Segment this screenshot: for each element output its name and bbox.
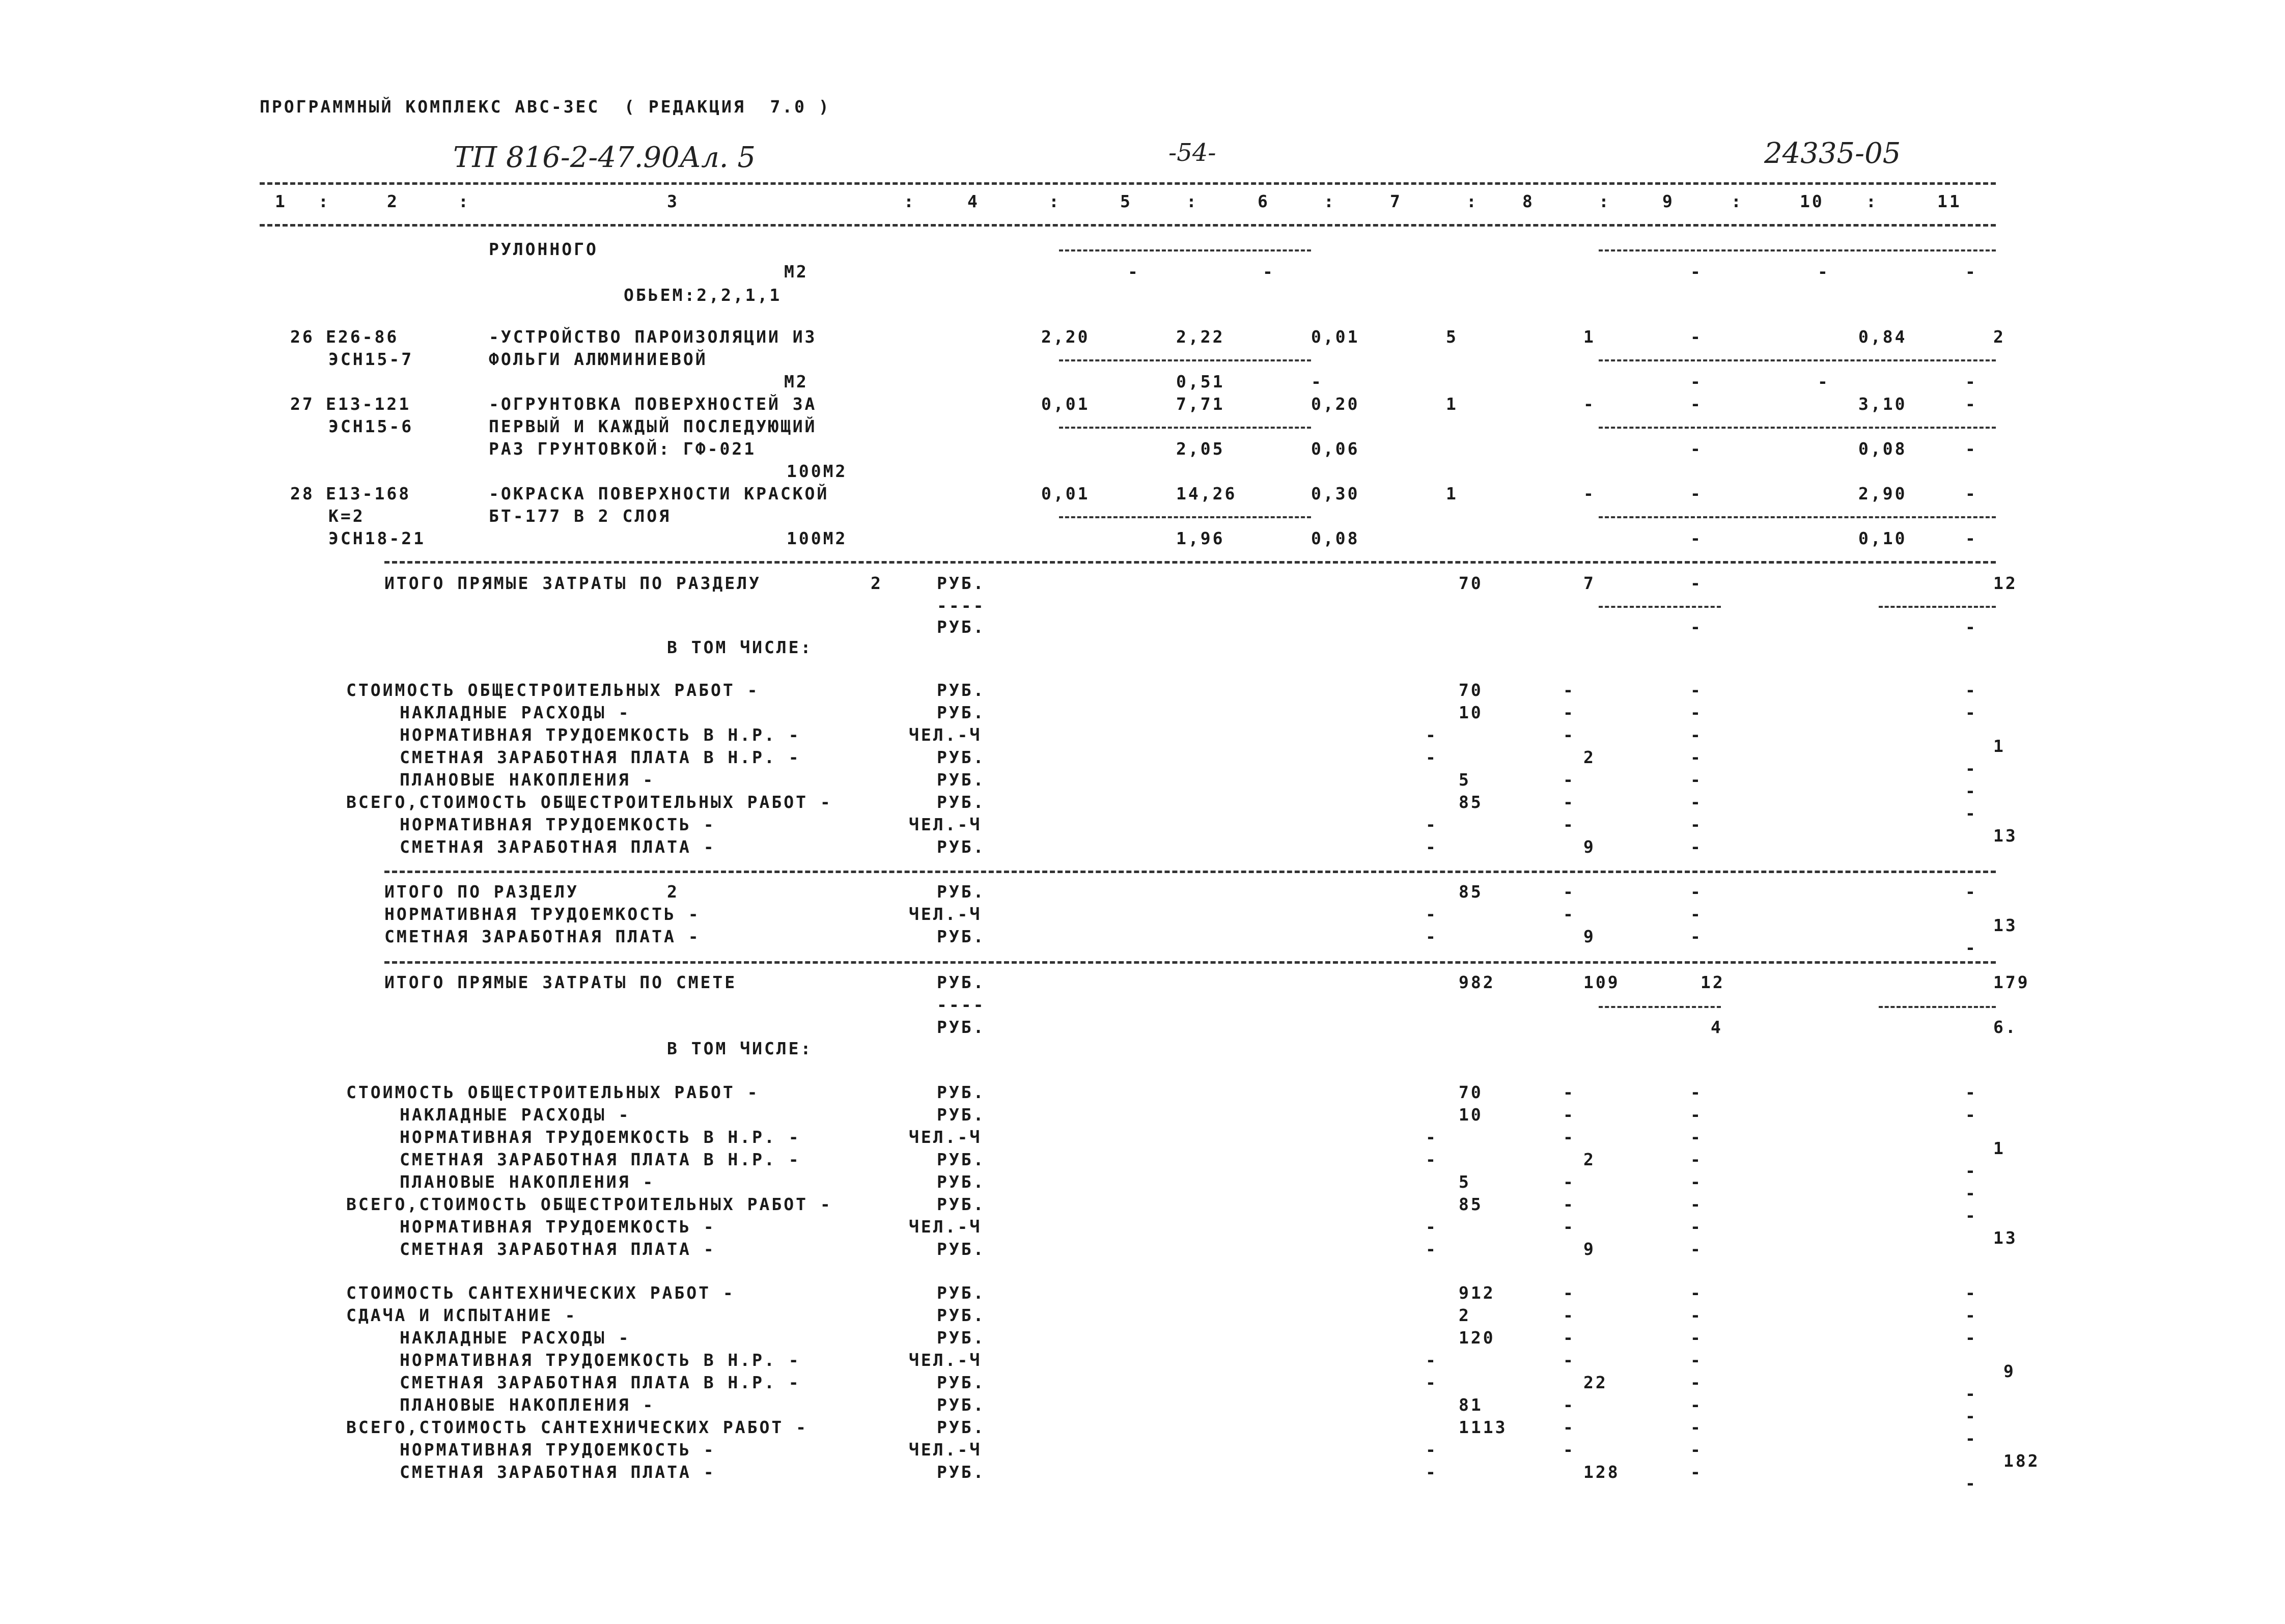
table-cell: - xyxy=(1426,815,1438,834)
text-line: СМЕТНАЯ ЗАРАБОТНАЯ ПЛАТА - xyxy=(400,1462,716,1482)
text-line: ПЕРВЫЙ И КАЖДЫЙ ПОСЛЕДУЮЩИЙ xyxy=(489,416,817,436)
table-cell: - xyxy=(1965,1473,1977,1493)
text-line: ЧЕЛ.-Ч xyxy=(909,1440,982,1460)
table-cell: - xyxy=(1965,680,1977,700)
table-cell: - xyxy=(1965,617,1977,637)
table-cell: 1113 xyxy=(1459,1417,1508,1437)
column-header-3: 3 xyxy=(667,191,679,211)
table-cell: - xyxy=(1426,1150,1438,1169)
table-cell: 5 xyxy=(1459,1172,1471,1192)
cell-rule xyxy=(1059,249,1311,251)
text-line: РУБ. xyxy=(937,770,986,790)
text-line: РАЗ ГРУНТОВКОЙ: ГФ-021 xyxy=(489,439,757,459)
table-cell: - xyxy=(1563,1105,1575,1125)
text-line: 100М2 xyxy=(787,461,848,481)
cell-rule xyxy=(1879,1006,1996,1008)
text-line: ---- xyxy=(937,596,986,615)
section-rule xyxy=(384,961,1996,964)
text-line: РУБ. xyxy=(937,573,986,593)
table-cell: - xyxy=(1690,1395,1703,1415)
table-cell: 2,90 xyxy=(1858,484,1907,503)
cell-rule xyxy=(1059,516,1311,518)
table-cell: 0,08 xyxy=(1858,439,1907,459)
table-cell: 9 xyxy=(1583,1239,1596,1259)
text-line: БТ-177 В 2 СЛОЯ xyxy=(489,506,672,526)
reference-number: 24335-05 xyxy=(1764,137,1901,170)
table-cell: 13 xyxy=(1993,826,2018,846)
table-cell: 5 xyxy=(1459,770,1471,790)
table-cell: - xyxy=(1965,1406,1977,1426)
column-separator: : xyxy=(1866,191,1878,211)
table-cell: 2 xyxy=(1583,1150,1596,1169)
text-line: РУБ. xyxy=(937,972,986,992)
text-line: ЧЕЛ.-Ч xyxy=(909,1217,982,1237)
table-cell: 9 xyxy=(1583,837,1596,857)
text-line: ЧЕЛ.-Ч xyxy=(909,1127,982,1147)
table-cell: - xyxy=(1263,262,1275,282)
table-cell: 0,01 xyxy=(1041,484,1090,503)
text-line: РУБ. xyxy=(937,680,986,700)
column-separator: : xyxy=(1186,191,1199,211)
table-cell: - xyxy=(1563,725,1575,745)
column-separator: : xyxy=(318,191,330,211)
text-line: РУБ. xyxy=(937,617,986,637)
cell-rule xyxy=(1059,427,1311,429)
table-cell: 1 xyxy=(1993,1138,2005,1158)
text-line: НОРМАТИВНАЯ ТРУДОЕМКОСТЬ В Н.Р. - xyxy=(400,1350,801,1370)
table-cell: - xyxy=(1690,262,1703,282)
cell-rule xyxy=(1599,1006,1721,1008)
table-cell: 2 xyxy=(1993,327,2005,347)
table-cell: - xyxy=(1563,1217,1575,1237)
table-cell: 12 xyxy=(1701,972,1725,992)
table-cell: 5 xyxy=(1446,327,1458,347)
text-line: 2 xyxy=(667,882,679,902)
table-cell: - xyxy=(1965,882,1977,902)
text-line: СМЕТНАЯ ЗАРАБОТНАЯ ПЛАТА В Н.Р. - xyxy=(400,747,801,767)
text-line: Е13-168 xyxy=(326,484,411,503)
text-line: СМЕТНАЯ ЗАРАБОТНАЯ ПЛАТА В Н.Р. - xyxy=(400,1373,801,1392)
column-header-8: 8 xyxy=(1522,191,1535,211)
table-cell: - xyxy=(1965,372,1977,391)
table-cell: 7,71 xyxy=(1176,394,1225,414)
table-cell: 182 xyxy=(2003,1451,2040,1471)
column-header-11: 11 xyxy=(1937,191,1962,211)
table-cell: - xyxy=(1965,1206,1977,1225)
table-cell: - xyxy=(1690,837,1703,857)
table-cell: 0,20 xyxy=(1311,394,1360,414)
text-line: РУБ. xyxy=(937,837,986,857)
table-cell: - xyxy=(1128,262,1140,282)
table-cell: - xyxy=(1563,1350,1575,1370)
text-line: РУБ. xyxy=(937,1417,986,1437)
table-cell: 0,06 xyxy=(1311,439,1360,459)
table-cell: 10 xyxy=(1459,1105,1483,1125)
table-cell: - xyxy=(1965,1384,1977,1404)
section-rule xyxy=(384,561,1996,564)
text-line: 27 xyxy=(290,394,315,414)
text-line: ВСЕГО,СТОИМОСТЬ ОБЩЕСТРОИТЕЛЬНЫХ РАБОТ - xyxy=(346,1194,832,1214)
table-cell: - xyxy=(1965,938,1977,958)
table-cell: 982 xyxy=(1459,972,1495,992)
table-cell: - xyxy=(1583,394,1596,414)
table-cell: - xyxy=(1965,528,1977,548)
text-line: НОРМАТИВНАЯ ТРУДОЕМКОСТЬ - xyxy=(400,1217,716,1237)
text-line: СМЕТНАЯ ЗАРАБОТНАЯ ПЛАТА - xyxy=(400,1239,716,1259)
text-line: СМЕТНАЯ ЗАРАБОТНАЯ ПЛАТА В Н.Р. - xyxy=(400,1150,801,1169)
table-cell: 14,26 xyxy=(1176,484,1237,503)
table-cell: 85 xyxy=(1459,882,1483,902)
text-line: ИТОГО ПРЯМЫЕ ЗАТРАТЫ ПО РАЗДЕЛУ xyxy=(384,573,761,593)
column-separator: : xyxy=(1466,191,1479,211)
table-cell: 0,84 xyxy=(1858,327,1907,347)
table-cell: - xyxy=(1965,1161,1977,1181)
table-cell: 81 xyxy=(1459,1395,1483,1415)
text-line: СДАЧА И ИСПЫТАНИЕ - xyxy=(346,1305,577,1325)
column-separator: : xyxy=(1324,191,1336,211)
table-cell: - xyxy=(1426,725,1438,745)
text-line: ПЛАНОВЫЕ НАКОПЛЕНИЯ - xyxy=(400,770,655,790)
table-cell: - xyxy=(1563,703,1575,722)
table-cell: - xyxy=(1690,815,1703,834)
text-line: 28 xyxy=(290,484,315,503)
text-line: РУБ. xyxy=(937,703,986,722)
table-cell: - xyxy=(1563,1305,1575,1325)
text-line: ВСЕГО,СТОИМОСТЬ САНТЕХНИЧЕСКИХ РАБОТ - xyxy=(346,1417,808,1437)
table-cell: 0,08 xyxy=(1311,528,1360,548)
text-line: К=2 xyxy=(328,506,365,526)
table-cell: 0,51 xyxy=(1176,372,1225,391)
column-separator: : xyxy=(1599,191,1611,211)
table-cell: - xyxy=(1818,262,1830,282)
table-cell: 1,96 xyxy=(1176,528,1225,548)
table-cell: - xyxy=(1690,528,1703,548)
text-line: СТОИМОСТЬ ОБЩЕСТРОИТЕЛЬНЫХ РАБОТ - xyxy=(346,1082,760,1102)
table-cell: - xyxy=(1563,1395,1575,1415)
table-cell: 12 xyxy=(1993,573,2018,593)
section-rule xyxy=(384,871,1996,873)
table-cell: - xyxy=(1690,617,1703,637)
table-cell: - xyxy=(1965,1305,1977,1325)
text-line: ЧЕЛ.-Ч xyxy=(909,815,982,834)
text-line: В ТОМ ЧИСЛЕ: xyxy=(667,1039,813,1058)
table-cell: 1 xyxy=(1583,327,1596,347)
table-cell: - xyxy=(1426,1239,1438,1259)
column-separator: : xyxy=(1731,191,1743,211)
table-cell: 70 xyxy=(1459,680,1483,700)
table-cell: - xyxy=(1690,770,1703,790)
table-cell: 85 xyxy=(1459,1194,1483,1214)
table-cell: - xyxy=(1690,1194,1703,1214)
table-cell: - xyxy=(1690,927,1703,946)
column-header-6: 6 xyxy=(1258,191,1270,211)
text-line: РУЛОННОГО xyxy=(489,239,598,259)
header-rule-bottom xyxy=(260,224,1996,227)
text-line: НОРМАТИВНАЯ ТРУДОЕМКОСТЬ В Н.Р. - xyxy=(400,1127,801,1147)
table-cell: 22 xyxy=(1583,1373,1608,1392)
table-cell: - xyxy=(1965,1283,1977,1303)
table-cell: - xyxy=(1690,327,1703,347)
table-cell: - xyxy=(1583,484,1596,503)
table-cell: 912 xyxy=(1459,1283,1495,1303)
cell-rule xyxy=(1599,359,1996,361)
text-line: ФОЛЬГИ АЛЮМИНИЕВОЙ xyxy=(489,349,708,369)
table-cell: - xyxy=(1965,484,1977,503)
table-cell: 109 xyxy=(1583,972,1620,992)
table-cell: 6. xyxy=(1993,1017,2018,1037)
table-cell: 85 xyxy=(1459,792,1483,812)
text-line: НАКЛАДНЫЕ РАСХОДЫ - xyxy=(400,1328,631,1348)
table-cell: 70 xyxy=(1459,1082,1483,1102)
table-cell: - xyxy=(1426,1350,1438,1370)
table-cell: - xyxy=(1563,770,1575,790)
table-cell: - xyxy=(1563,1328,1575,1348)
program-header: ПРОГРАММНЫЙ КОМПЛЕКС АВС-3ЕС ( РЕДАКЦИЯ 7.0 ) xyxy=(260,97,831,117)
table-cell: - xyxy=(1965,703,1977,722)
text-line: РУБ. xyxy=(937,1017,986,1037)
table-cell: - xyxy=(1690,1082,1703,1102)
table-cell: - xyxy=(1426,1217,1438,1237)
table-cell: - xyxy=(1563,882,1575,902)
table-cell: - xyxy=(1965,781,1977,801)
table-cell: 7 xyxy=(1583,573,1596,593)
table-cell: - xyxy=(1563,904,1575,924)
column-header-7: 7 xyxy=(1390,191,1402,211)
text-line: ЧЕЛ.-Ч xyxy=(909,904,982,924)
table-cell: 128 xyxy=(1583,1462,1620,1482)
table-cell: - xyxy=(1563,680,1575,700)
table-cell: 0,10 xyxy=(1858,528,1907,548)
text-line: СМЕТНАЯ ЗАРАБОТНАЯ ПЛАТА - xyxy=(384,927,701,946)
table-cell: - xyxy=(1690,904,1703,924)
table-cell: - xyxy=(1690,1417,1703,1437)
table-cell: - xyxy=(1690,1373,1703,1392)
text-line: РУБ. xyxy=(937,1462,986,1482)
text-line: -ОГРУНТОВКА ПОВЕРХНОСТЕЙ ЗА xyxy=(489,394,817,414)
text-line: -УСТРОЙСТВО ПАРОИЗОЛЯЦИИ ИЗ xyxy=(489,327,817,347)
table-cell: 179 xyxy=(1993,972,2030,992)
text-line: НОРМАТИВНАЯ ТРУДОЕМКОСТЬ - xyxy=(384,904,701,924)
table-cell: - xyxy=(1426,1462,1438,1482)
text-line: 100М2 xyxy=(787,528,848,548)
column-header-1: 1 xyxy=(275,191,287,211)
text-line: НОРМАТИВНАЯ ТРУДОЕМКОСТЬ - xyxy=(400,1440,716,1460)
table-cell: - xyxy=(1563,1127,1575,1147)
text-line: В ТОМ ЧИСЛЕ: xyxy=(667,637,813,657)
table-cell: - xyxy=(1965,803,1977,823)
text-line: НОРМАТИВНАЯ ТРУДОЕМКОСТЬ В Н.Р. - xyxy=(400,725,801,745)
table-cell: - xyxy=(1690,1283,1703,1303)
table-cell: - xyxy=(1426,837,1438,857)
text-line: РУБ. xyxy=(937,1328,986,1348)
table-cell: - xyxy=(1690,394,1703,414)
table-cell: - xyxy=(1563,1440,1575,1460)
table-cell: - xyxy=(1690,1239,1703,1259)
column-separator: : xyxy=(1049,191,1061,211)
column-separator: : xyxy=(904,191,916,211)
text-line: РУБ. xyxy=(937,792,986,812)
table-cell: 2 xyxy=(1459,1305,1471,1325)
table-cell: 0,30 xyxy=(1311,484,1360,503)
table-cell: 1 xyxy=(1446,394,1458,414)
table-cell: - xyxy=(1690,439,1703,459)
text-line: РУБ. xyxy=(937,1239,986,1259)
text-line: ЭСН15-7 xyxy=(328,349,414,369)
table-cell: 0,01 xyxy=(1311,327,1360,347)
table-cell: 2,20 xyxy=(1041,327,1090,347)
text-line: РУБ. xyxy=(937,1082,986,1102)
header-rule-top xyxy=(260,182,1996,185)
table-cell: - xyxy=(1690,1150,1703,1169)
cell-rule xyxy=(1599,516,1996,518)
text-line: ЧЕЛ.-Ч xyxy=(909,1350,982,1370)
table-cell: - xyxy=(1965,759,1977,778)
text-line: ПЛАНОВЫЕ НАКОПЛЕНИЯ - xyxy=(400,1395,655,1415)
text-line: НАКЛАДНЫЕ РАСХОДЫ - xyxy=(400,1105,631,1125)
text-line: Е13-121 xyxy=(326,394,411,414)
table-cell: - xyxy=(1426,1440,1438,1460)
table-cell: - xyxy=(1426,1373,1438,1392)
text-line: ЭСН15-6 xyxy=(328,416,414,436)
text-line: ВСЕГО,СТОИМОСТЬ ОБЩЕСТРОИТЕЛЬНЫХ РАБОТ - xyxy=(346,792,832,812)
text-line: РУБ. xyxy=(937,747,986,767)
table-cell: - xyxy=(1690,1217,1703,1237)
text-line: ---- xyxy=(937,995,986,1015)
text-line: -ОКРАСКА ПОВЕРХНОСТИ КРАСКОЙ xyxy=(489,484,829,503)
text-line: ЧЕЛ.-Ч xyxy=(909,725,982,745)
cell-rule xyxy=(1879,606,1996,608)
table-cell: - xyxy=(1563,815,1575,834)
table-cell: - xyxy=(1426,904,1438,924)
text-line: НОРМАТИВНАЯ ТРУДОЕМКОСТЬ - xyxy=(400,815,716,834)
text-line: РУБ. xyxy=(937,927,986,946)
table-cell: - xyxy=(1690,747,1703,767)
text-line: СТОИМОСТЬ САНТЕХНИЧЕСКИХ РАБОТ - xyxy=(346,1283,735,1303)
cell-rule xyxy=(1599,606,1721,608)
table-cell: 2 xyxy=(1583,747,1596,767)
table-cell: - xyxy=(1690,1105,1703,1125)
column-header-5: 5 xyxy=(1120,191,1132,211)
table-cell: - xyxy=(1563,792,1575,812)
table-cell: 4 xyxy=(1711,1017,1723,1037)
text-line: РУБ. xyxy=(937,1172,986,1192)
table-cell: - xyxy=(1563,1172,1575,1192)
text-line: СТОИМОСТЬ ОБЩЕСТРОИТЕЛЬНЫХ РАБОТ - xyxy=(346,680,760,700)
table-cell: - xyxy=(1426,927,1438,946)
table-cell: 9 xyxy=(2003,1361,2016,1381)
table-cell: 70 xyxy=(1459,573,1483,593)
table-cell: - xyxy=(1563,1283,1575,1303)
text-line: СМЕТНАЯ ЗАРАБОТНАЯ ПЛАТА - xyxy=(400,837,716,857)
table-cell: 2,22 xyxy=(1176,327,1225,347)
table-cell: - xyxy=(1690,1462,1703,1482)
table-cell: - xyxy=(1690,882,1703,902)
text-line: РУБ. xyxy=(937,1194,986,1214)
table-cell: - xyxy=(1690,1127,1703,1147)
table-cell: - xyxy=(1965,1105,1977,1125)
cell-rule xyxy=(1599,427,1996,429)
table-cell: - xyxy=(1690,1305,1703,1325)
column-header-4: 4 xyxy=(967,191,980,211)
table-cell: 1 xyxy=(1993,736,2005,756)
table-cell: - xyxy=(1563,1417,1575,1437)
table-cell: - xyxy=(1563,1082,1575,1102)
table-cell: - xyxy=(1690,703,1703,722)
cell-rule xyxy=(1059,359,1311,361)
text-line: НАКЛАДНЫЕ РАСХОДЫ - xyxy=(400,703,631,722)
text-line: М2 xyxy=(784,372,809,391)
text-line: Е26-86 xyxy=(326,327,399,347)
table-cell: - xyxy=(1690,573,1703,593)
table-cell: 13 xyxy=(1993,1228,2018,1248)
doc-code: ТП 816-2-47.90Ал. 5 xyxy=(453,141,756,174)
table-cell: 2,05 xyxy=(1176,439,1225,459)
text-line: ПЛАНОВЫЕ НАКОПЛЕНИЯ - xyxy=(400,1172,655,1192)
table-cell: - xyxy=(1965,1328,1977,1348)
table-cell: - xyxy=(1965,262,1977,282)
column-header-2: 2 xyxy=(387,191,399,211)
page-number: -54- xyxy=(1168,138,1216,167)
table-cell: - xyxy=(1563,1194,1575,1214)
text-line: М2 xyxy=(784,262,809,282)
table-cell: - xyxy=(1690,372,1703,391)
table-cell: - xyxy=(1965,439,1977,459)
text-line: РУБ. xyxy=(937,1373,986,1392)
table-cell: - xyxy=(1690,1440,1703,1460)
text-line: ЭСН18-21 xyxy=(328,528,426,548)
table-cell: 10 xyxy=(1459,703,1483,722)
table-cell: - xyxy=(1690,792,1703,812)
table-cell: - xyxy=(1311,372,1323,391)
table-cell: - xyxy=(1818,372,1830,391)
table-cell: 3,10 xyxy=(1858,394,1907,414)
text-line: РУБ. xyxy=(937,1305,986,1325)
table-cell: 120 xyxy=(1459,1328,1495,1348)
table-cell: - xyxy=(1690,725,1703,745)
text-line: РУБ. xyxy=(937,1395,986,1415)
text-line: 26 xyxy=(290,327,315,347)
cell-rule xyxy=(1599,249,1996,251)
table-cell: - xyxy=(1965,1082,1977,1102)
text-line: РУБ. xyxy=(937,1283,986,1303)
table-cell: 9 xyxy=(1583,927,1596,946)
table-cell: - xyxy=(1965,1183,1977,1203)
table-cell: - xyxy=(1690,1350,1703,1370)
text-line: ИТОГО ПО РАЗДЕЛУ xyxy=(384,882,579,902)
table-cell: - xyxy=(1690,1328,1703,1348)
column-header-10: 10 xyxy=(1800,191,1824,211)
table-cell: - xyxy=(1426,1127,1438,1147)
table-cell: 13 xyxy=(1993,915,2018,935)
column-separator: : xyxy=(458,191,470,211)
column-header-9: 9 xyxy=(1662,191,1675,211)
table-cell: 0,01 xyxy=(1041,394,1090,414)
text-line: ИТОГО ПРЯМЫЕ ЗАТРАТЫ ПО СМЕТЕ xyxy=(384,972,737,992)
text-line: РУБ. xyxy=(937,1150,986,1169)
text-line: 2 xyxy=(871,573,883,593)
table-cell: - xyxy=(1426,747,1438,767)
table-cell: - xyxy=(1690,484,1703,503)
text-line: РУБ. xyxy=(937,1105,986,1125)
table-cell: 1 xyxy=(1446,484,1458,503)
table-cell: - xyxy=(1965,394,1977,414)
table-cell: - xyxy=(1965,1429,1977,1448)
text-line: РУБ. xyxy=(937,882,986,902)
table-cell: - xyxy=(1690,1172,1703,1192)
table-cell: - xyxy=(1690,680,1703,700)
text-line: ОБЬЕМ:2,2,1,1 xyxy=(624,285,782,305)
